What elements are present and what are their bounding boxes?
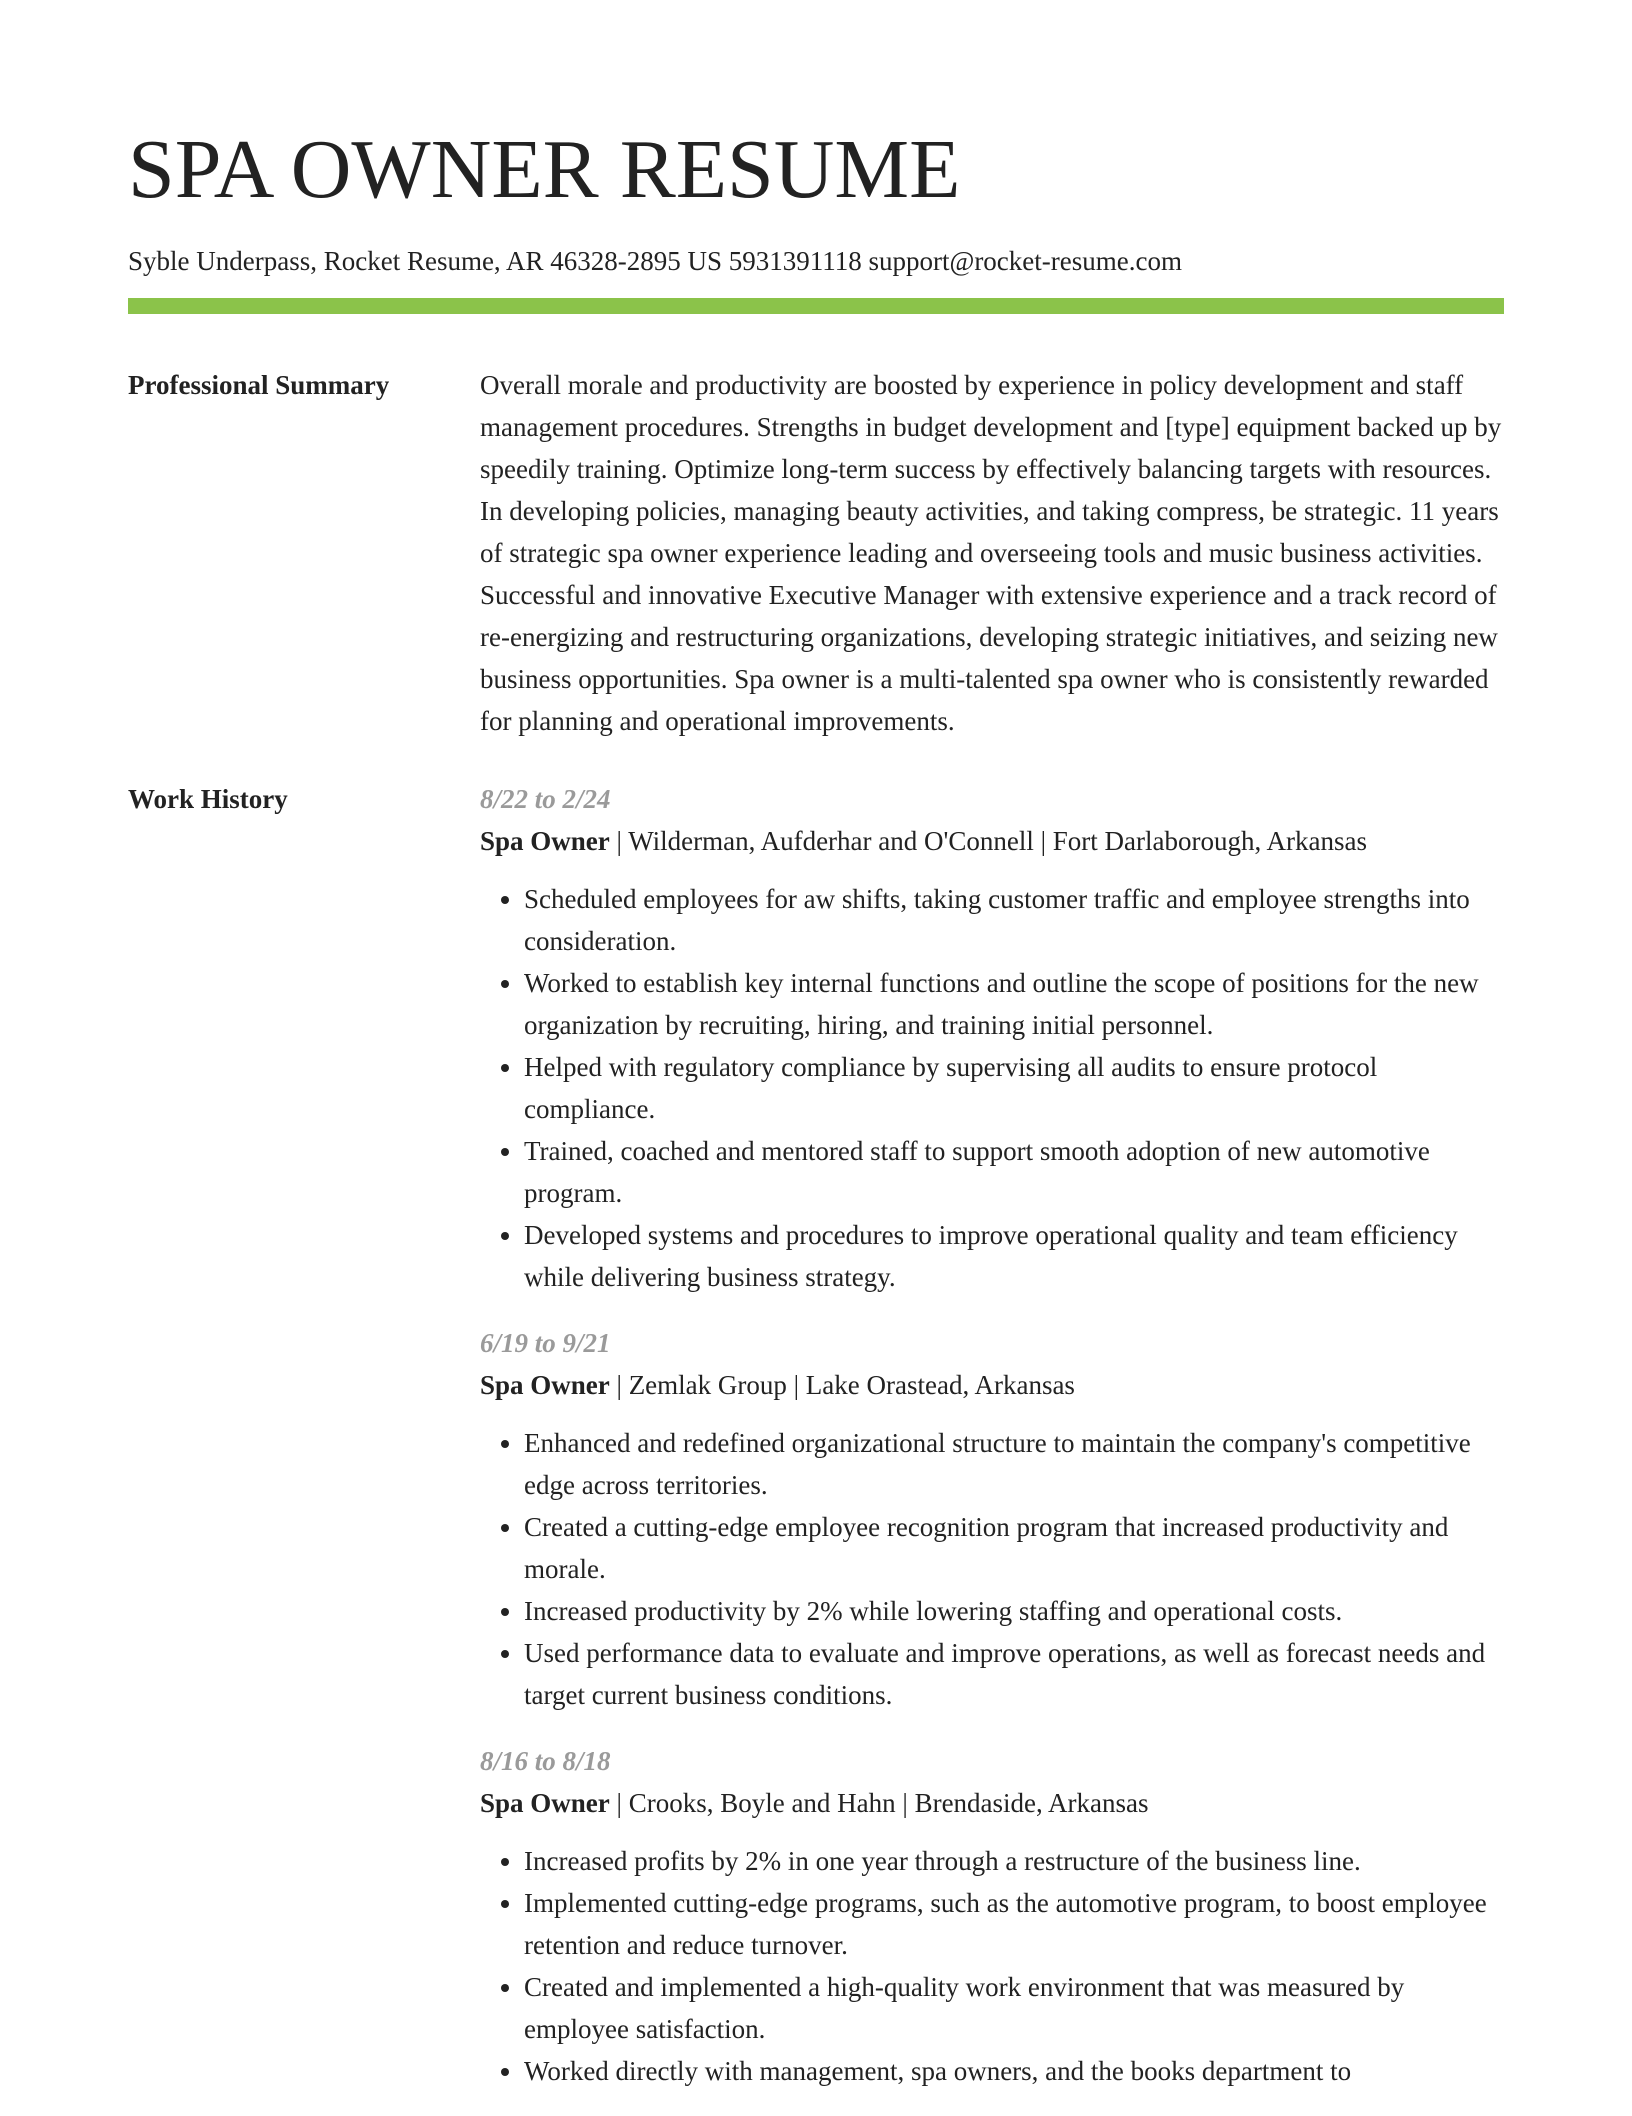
job-separator: | bbox=[616, 1788, 622, 1818]
contact-line: Syble Underpass, Rocket Resume, AR 46328-2895 US 5931391118 support@rocket-resume.com bbox=[128, 246, 1182, 276]
summary-text: Overall morale and productivity are boosted by experience in policy development and staff management procedures. Strengths in budget development and [type] equipment backed up by speedily training. Optimize long-term success by effectively balancing targets with resources. In developing policies, managing beauty activities, and taking compress, be strategic. 11 years of strategic spa owner experience leading and overseeing tools and music business activities. Successful and innovative Executive Manager with extensive experience and a track record of re-energizing and restructuring organizations, developing strategic initiatives, and seizing new business opportunities. Spa owner is a multi-talented spa owner who is consistently rewarded for planning and operational improvements. bbox=[480, 370, 1502, 736]
job-bullet: • Worked to establish key internal functions and outline the scope of positions for the new organization by recruiting, hiring, and training initial personnel. bbox=[524, 962, 1504, 1046]
job-company: Crooks, Boyle and Hahn bbox=[628, 1788, 896, 1818]
job-bullet: • Used performance data to evaluate and improve operations, as well as forecast needs and target current business conditions. bbox=[524, 1632, 1504, 1716]
job-bullet: • Helped with regulatory compliance by supervising all audits to ensure protocol compliance. bbox=[524, 1046, 1504, 1130]
job-bullet: • Increased productivity by 2% while lowering staffing and operational costs. bbox=[524, 1590, 1504, 1632]
job-date: 6/19 to 9/21 bbox=[480, 1328, 611, 1358]
job-bullet: • Created a cutting-edge employee recognition program that increased productivity and morale. bbox=[524, 1506, 1504, 1590]
summary-body bbox=[480, 364, 1504, 742]
job-bullet: • Scheduled employees for aw shifts, taking customer traffic and employee strengths into consideration. bbox=[524, 878, 1504, 962]
job-bullet: • Trained, coached and mentored staff to support smooth adoption of new automotive program. bbox=[524, 1130, 1504, 1214]
job-entry bbox=[480, 1740, 1504, 2092]
job-title: Spa Owner bbox=[480, 826, 610, 856]
job-bullet: • Increased profits by 2% in one year through a restructure of the business line. bbox=[524, 1840, 1504, 1882]
job-heading bbox=[480, 1364, 1504, 1406]
work-history-section bbox=[128, 778, 1504, 2116]
job-bullet-list bbox=[480, 1840, 1504, 2092]
job-date: 8/22 to 2/24 bbox=[480, 784, 611, 814]
job-bullet: • Implemented cutting-edge programs, such as the automotive program, to boost employee retention and reduce turnover. bbox=[524, 1882, 1504, 1966]
job-separator: | bbox=[616, 1370, 622, 1400]
job-entry bbox=[480, 1322, 1504, 1716]
job-bullet: • Developed systems and procedures to improve operational quality and team efficiency while delivering business strategy. bbox=[524, 1214, 1504, 1298]
job-heading bbox=[480, 820, 1504, 862]
job-bullet: • Created and implemented a high-quality work environment that was measured by employee satisfaction. bbox=[524, 1966, 1504, 2050]
resume-page bbox=[128, 0, 1504, 2116]
job-location: Lake Orastead, Arkansas bbox=[805, 1370, 1075, 1400]
resume-title: SPA OWNER RESUME bbox=[128, 123, 961, 216]
job-bullet-list bbox=[480, 1422, 1504, 1716]
job-separator: | bbox=[793, 1370, 800, 1400]
job-separator: | bbox=[1040, 826, 1047, 856]
work-history-label: Work History bbox=[128, 784, 288, 814]
job-location: Brendaside, Arkansas bbox=[914, 1788, 1149, 1818]
job-bullet: • Enhanced and redefined organizational structure to maintain the company's competitive edge across territories. bbox=[524, 1422, 1504, 1506]
job-date: 8/16 to 8/18 bbox=[480, 1746, 611, 1776]
job-separator: | bbox=[902, 1788, 908, 1818]
job-bullet: • Worked directly with management, spa owners, and the books department to bbox=[524, 2050, 1504, 2092]
job-title: Spa Owner bbox=[480, 1788, 610, 1818]
job-location: Fort Darlaborough, Arkansas bbox=[1052, 826, 1367, 856]
job-company: Wilderman, Aufderhar and O'Connell bbox=[628, 826, 1034, 856]
job-title: Spa Owner bbox=[480, 1370, 610, 1400]
accent-divider bbox=[128, 298, 1504, 314]
job-entry bbox=[480, 778, 1504, 1298]
work-history-body bbox=[480, 778, 1504, 2116]
summary-section bbox=[128, 364, 1504, 742]
job-company: Zemlak Group bbox=[628, 1370, 787, 1400]
job-separator: | bbox=[616, 826, 622, 856]
job-heading bbox=[480, 1782, 1504, 1824]
summary-label: Professional Summary bbox=[128, 370, 390, 400]
job-bullet-list bbox=[480, 878, 1504, 1298]
